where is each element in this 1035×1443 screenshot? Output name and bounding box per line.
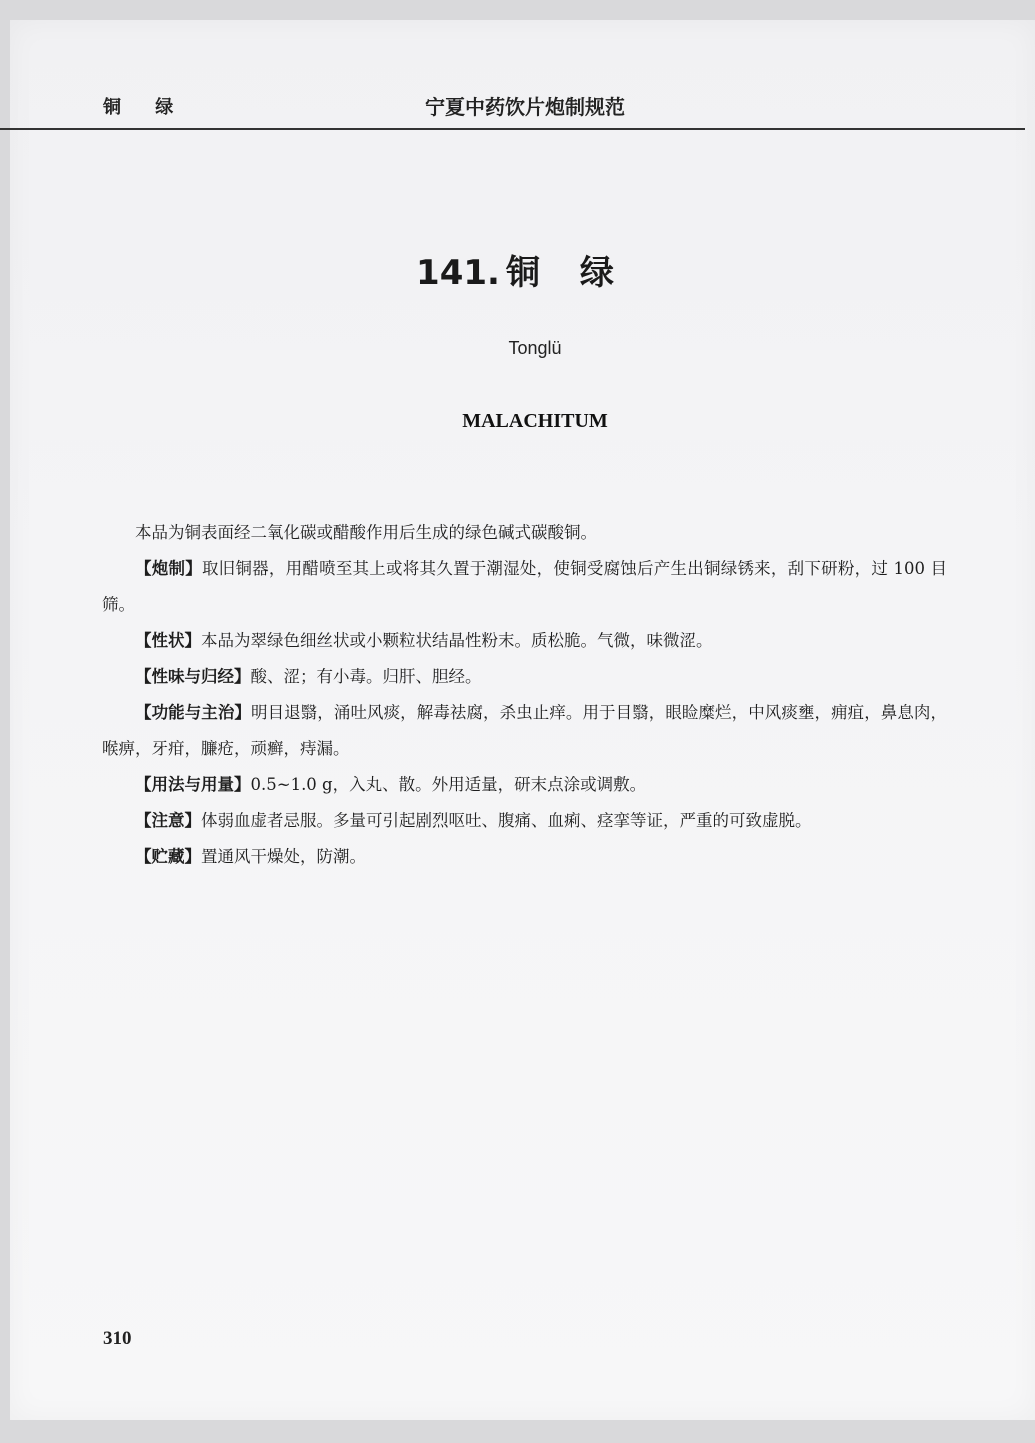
section-functions-indications [102,695,947,767]
section-text: 酸、涩；有小毒。归肝、胆经。 [250,667,482,686]
section-label: 【用法与用量】 [135,775,251,794]
entry-pinyin: Tonglü [508,338,562,358]
section-label: 【炮制】 [135,559,202,578]
section-label: 【性味与归经】 [135,667,251,686]
section-usage-dosage [102,767,947,803]
section-description [102,623,947,659]
section-text: 体弱血虚者忌服。多量可引起剧烈呕吐、腹痛、血痢、痉挛等证，严重的可致虚脱。 [201,811,812,830]
section-text: 本品为铜表面经二氧化碳或醋酸作用后生成的绿色碱式碳酸铜。 [135,523,597,542]
running-head-book-title: 宁夏中药饮片炮制规范 [425,95,625,119]
section-text: 取旧铜器，用醋喷至其上或将其久置于潮湿处，使铜受腐蚀后产生出铜绿锈来，刮下研粉，过 100 目筛。 [102,559,947,614]
section-definition [102,515,947,551]
section-precautions [102,803,947,839]
header-rule [0,128,1025,130]
entry-name: 铜绿 [505,253,654,293]
section-label: 【注意】 [135,811,201,830]
section-storage [102,839,947,875]
section-label: 【性状】 [135,631,201,650]
section-text: 0.5~1.0 g，入丸、散。外用适量，研末点涂或调敷。 [250,775,647,794]
monograph-body [102,515,947,875]
entry-latin-name: MALACHITUM [462,410,608,432]
entry-title [0,245,1035,294]
section-label: 【功能与主治】 [135,703,252,722]
section-text: 置通风干燥处，防潮。 [201,847,366,866]
section-property-meridian [102,659,947,695]
section-text: 明目退翳，涌吐风痰，解毒祛腐，杀虫止痒。用于目翳，眼睑糜烂，中风痰壅，痈疽，鼻息肉，喉痹，牙疳，臁疮，顽癣，痔漏。 [102,703,948,758]
section-label: 【贮藏】 [135,847,201,866]
section-processing [102,551,947,623]
entry-number: 141. [416,253,500,293]
running-head-entry: 铜 绿 [103,97,188,118]
section-text: 本品为翠绿色细丝状或小颗粒状结晶性粉末。质松脆。气微，味微涩。 [201,631,713,650]
page-number: 310 [103,1328,132,1349]
